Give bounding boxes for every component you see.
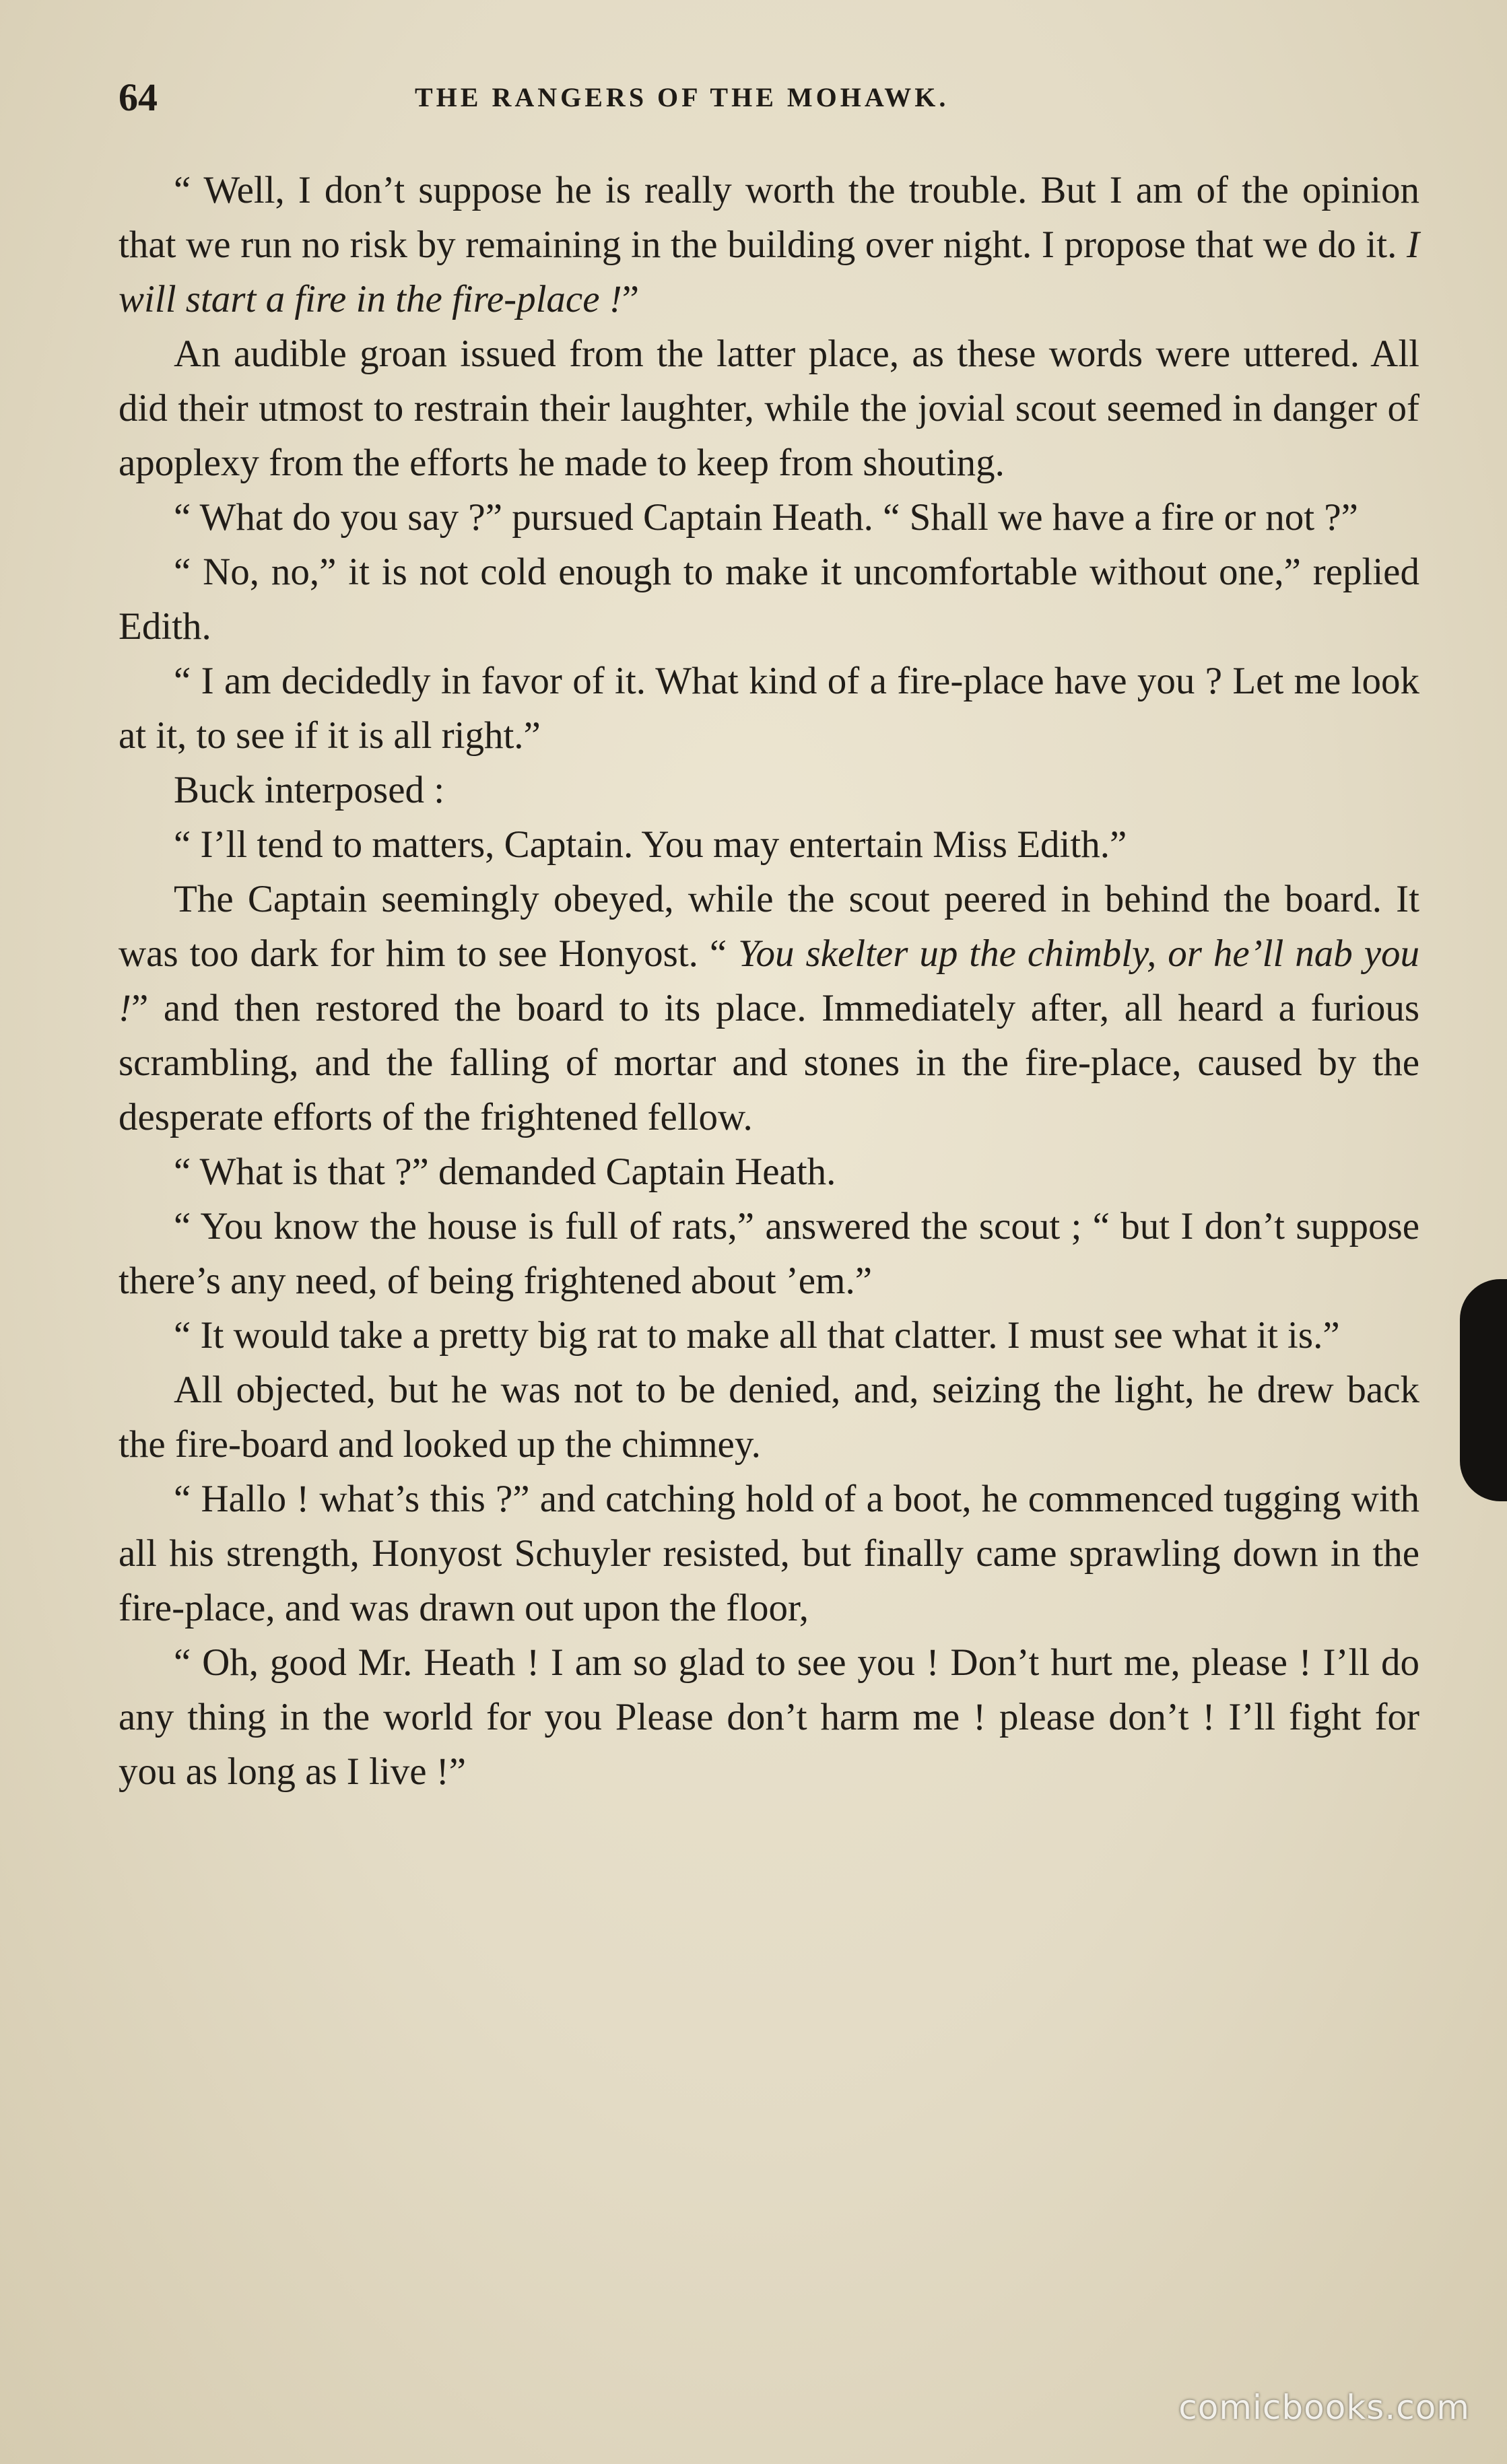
text-run: “ You know the house is full of rats,” answered the scout ; “ but I don’t suppose there’s any need, of being frightened about ’em.” [119,1205,1419,1302]
paragraph [119,1363,1419,1472]
italic-text: You skelter up the chimbly, or he’ll nab you ! [119,932,1419,1029]
page-edge-shadow [1460,1279,1507,1501]
paragraph [119,817,1419,872]
italic-text: I will start a fire in the fire-place ! [119,224,1419,320]
text-run: ” and then restored the board to its place. Immediately after, all heard a furious scrambling, and the falling of mortar and stones in the fire-place, caused by the desperate efforts of the frightened fellow. [119,987,1419,1138]
paragraph [119,545,1419,654]
text-run: “ Oh, good Mr. Heath ! I am so glad to see you ! Don’t hurt me, please ! I’ll do any thing in the world for you Please don’t harm me ! please don’t ! I’ll fight for you as long as I live !” [119,1641,1419,1793]
text-run: “ It would take a pretty big rat to make all that clatter. I must see what it is.” [174,1314,1340,1357]
paragraph [119,163,1419,327]
body-text [119,163,1419,1799]
paragraph [119,1308,1419,1363]
page-header [119,74,1425,121]
paragraph [119,327,1419,490]
text-run: The Captain seemingly obeyed, while the scout peered in behind the board. It was too dark for him to see Honyost. “ [119,878,1419,975]
text-run: “ What do you say ?” pursued Captain Heath. “ Shall we have a fire or not ?” [174,496,1358,539]
text-run: “ I’ll tend to matters, Captain. You may entertain Miss Edith.” [174,823,1127,866]
paragraph [119,1472,1419,1635]
text-run: ” [622,278,640,320]
text-run: “ No, no,” it is not cold enough to make it uncomfortable without one,” replied Edith. [119,551,1419,648]
text-run: “ I am decidedly in favor of it. What kind of a fire-place have you ? Let me look at it, to see if it is all right.” [119,660,1419,757]
text-run: “ Well, I don’t suppose he is really worth the trouble. But I am of the opinion that we run no risk by remaining in the building over night. I propose that we do it. [119,169,1419,266]
watermark: comicbooks.com [1178,2388,1470,2427]
text-run: “ What is that ?” demanded Captain Heath. [174,1151,836,1193]
paragraph [119,1144,1419,1199]
paragraph [119,490,1419,545]
text-run: All objected, but he was not to be denied, and, seizing the light, he drew back the fire-board and looked up the chimney. [119,1369,1419,1466]
paragraph [119,763,1419,817]
paragraph [119,1199,1419,1308]
paragraph [119,1635,1419,1799]
paragraph [119,872,1419,1144]
text-run: Buck interposed : [174,769,445,811]
text-run: “ Hallo ! what’s this ?” and catching hold of a boot, he commenced tugging with all his strength, Honyost Schuyler resisted, but finally came sprawling down in the fire-place, and was drawn out upon the floor, [119,1478,1419,1629]
running-title: THE RANGERS OF THE MOHAWK. [415,82,949,112]
text-run: An audible groan issued from the latter place, as these words were uttered. All did their utmost to restrain their laughter, while the jovial scout seemed in danger of apoplexy from the efforts he made to keep from shouting. [119,333,1419,484]
paragraph [119,654,1419,763]
page-number: 64 [119,75,158,119]
